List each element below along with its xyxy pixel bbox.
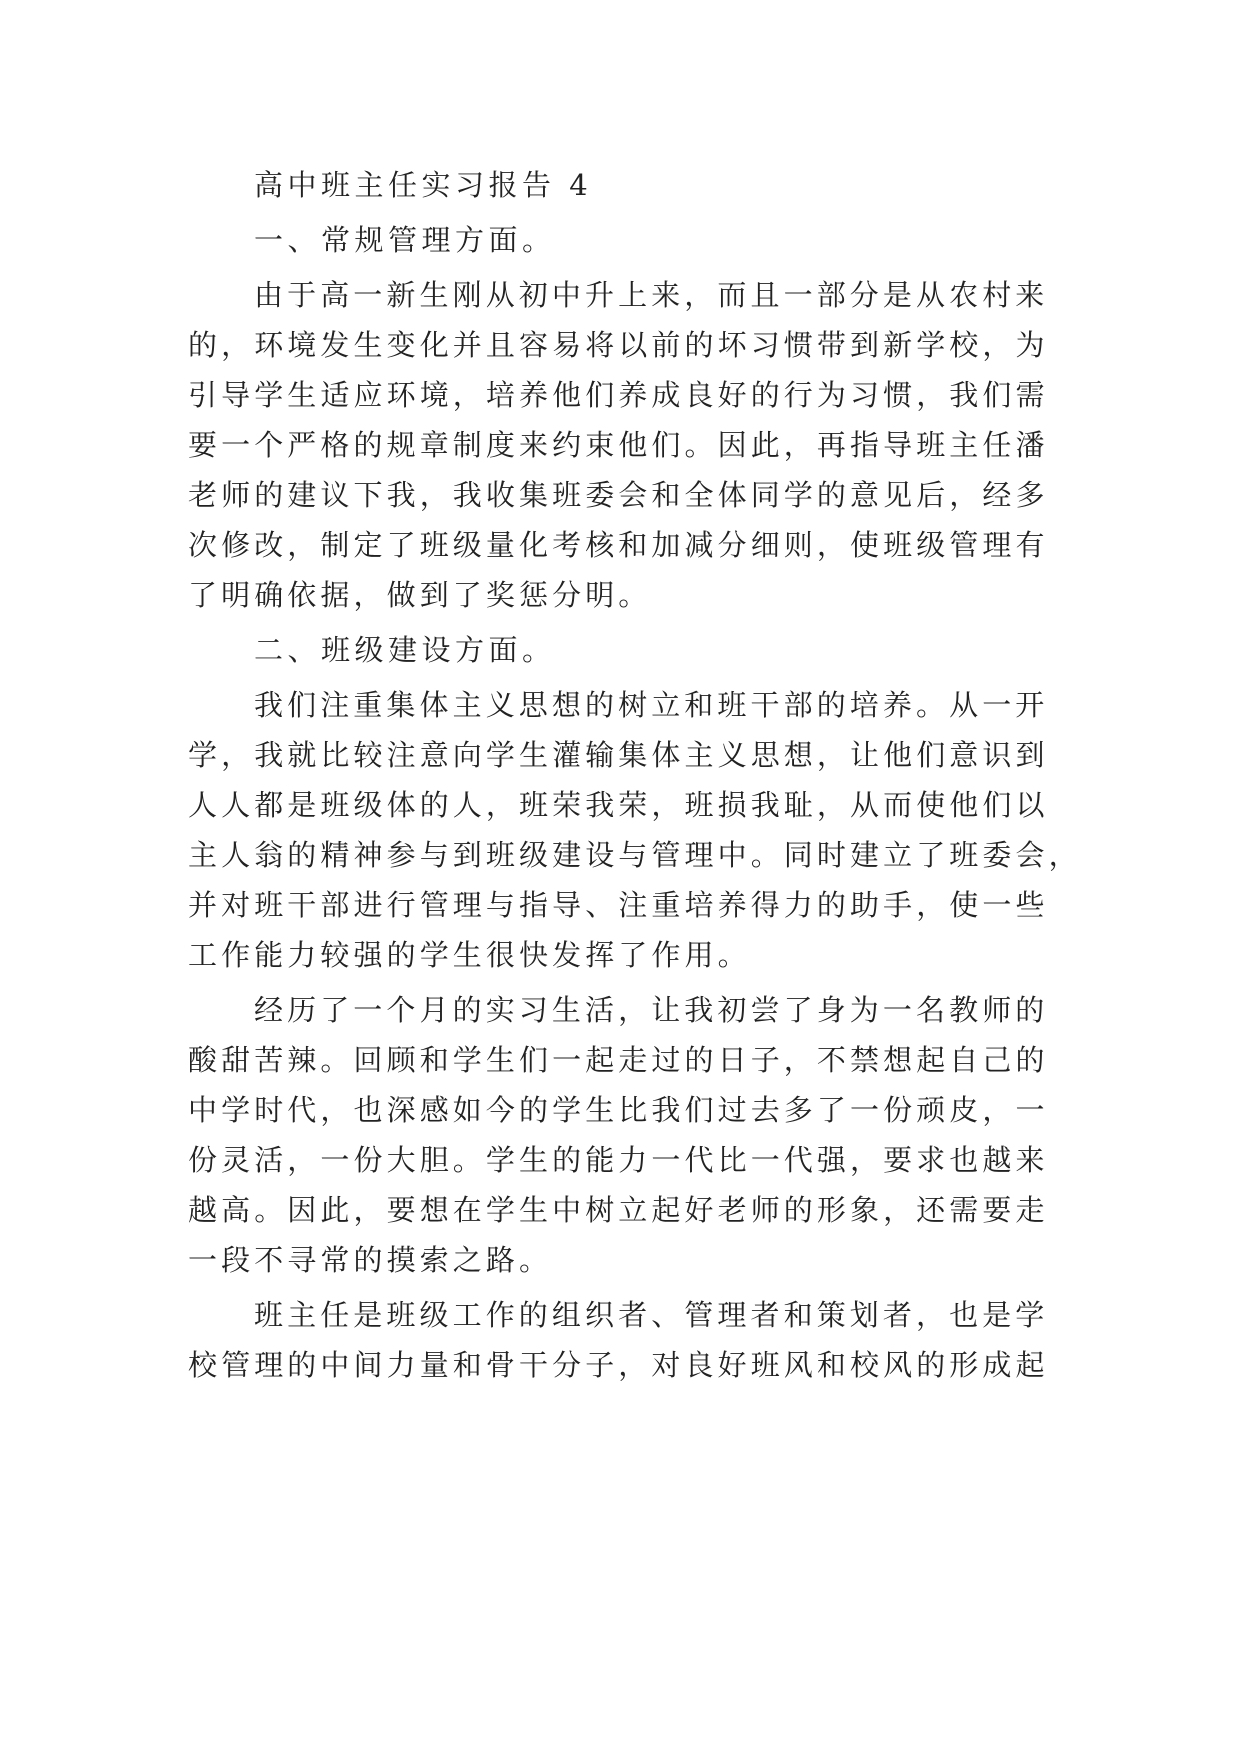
paragraph-line: 人人都是班级体的人，班荣我荣，班损我耻，从而使他们以 [188, 788, 1049, 822]
paragraph-line: 由于高一新生刚从初中升上来，而且一部分是从农村来 [254, 278, 1049, 312]
paragraph-line: 经历了一个月的实习生活，让我初尝了身为一名教师的 [254, 993, 1049, 1027]
paragraph-line: 酸甜苦辣。回顾和学生们一起走过的日子，不禁想起自己的 [188, 1043, 1049, 1077]
paragraph-line: 引导学生适应环境，培养他们养成良好的行为习惯，我们需 [188, 378, 1049, 412]
paragraph-line: 越高。因此，要想在学生中树立起好老师的形象，还需要走 [188, 1193, 1049, 1227]
paragraph [188, 270, 1058, 620]
paragraph-line: 了明确依据，做到了奖惩分明。 [188, 578, 652, 612]
paragraph-line: 次修改，制定了班级量化考核和加减分细则，使班级管理有 [188, 528, 1049, 562]
paragraph-line: 的，环境发生变化并且容易将以前的坏习惯带到新学校，为 [188, 328, 1049, 362]
paragraph-line: 我们注重集体主义思想的树立和班干部的培养。从一开 [254, 688, 1049, 722]
section-heading-1: 一、常规管理方面。 [254, 223, 556, 257]
paragraph [188, 680, 1082, 980]
paragraph-line: 并对班干部进行管理与指导、注重培养得力的助手，使一些 [188, 888, 1049, 922]
paragraph-line: 一段不寻常的摸索之路。 [188, 1243, 553, 1277]
paragraph-line: 校管理的中间力量和骨干分子，对良好班风和校风的形成起 [188, 1348, 1049, 1382]
paragraph-line: 老师的建议下我，我收集班委会和全体同学的意见后，经多 [188, 478, 1049, 512]
paragraph-line: 中学时代，也深感如今的学生比我们过去多了一份顽皮，一 [188, 1093, 1049, 1127]
paragraph-line: 份灵活，一份大胆。学生的能力一代比一代强，要求也越来 [188, 1143, 1049, 1177]
paragraph-line: 工作能力较强的学生很快发挥了作用。 [188, 938, 751, 972]
section-heading-2: 二、班级建设方面。 [254, 633, 556, 667]
paragraph [188, 985, 1058, 1285]
document-body [188, 160, 1082, 1390]
paragraph-line: 班主任是班级工作的组织者、管理者和策划者，也是学 [254, 1298, 1049, 1332]
paragraph-line: 学，我就比较注意向学生灌输集体主义思想，让他们意识到 [188, 738, 1049, 772]
paragraph-line: 主人翁的精神参与到班级建设与管理中。同时建立了班委会， [188, 838, 1082, 872]
paragraph [188, 1290, 1058, 1390]
document-title: 高中班主任实习报告 4 [254, 168, 593, 202]
paragraph-line: 要一个严格的规章制度来约束他们。因此，再指导班主任潘 [188, 428, 1049, 462]
